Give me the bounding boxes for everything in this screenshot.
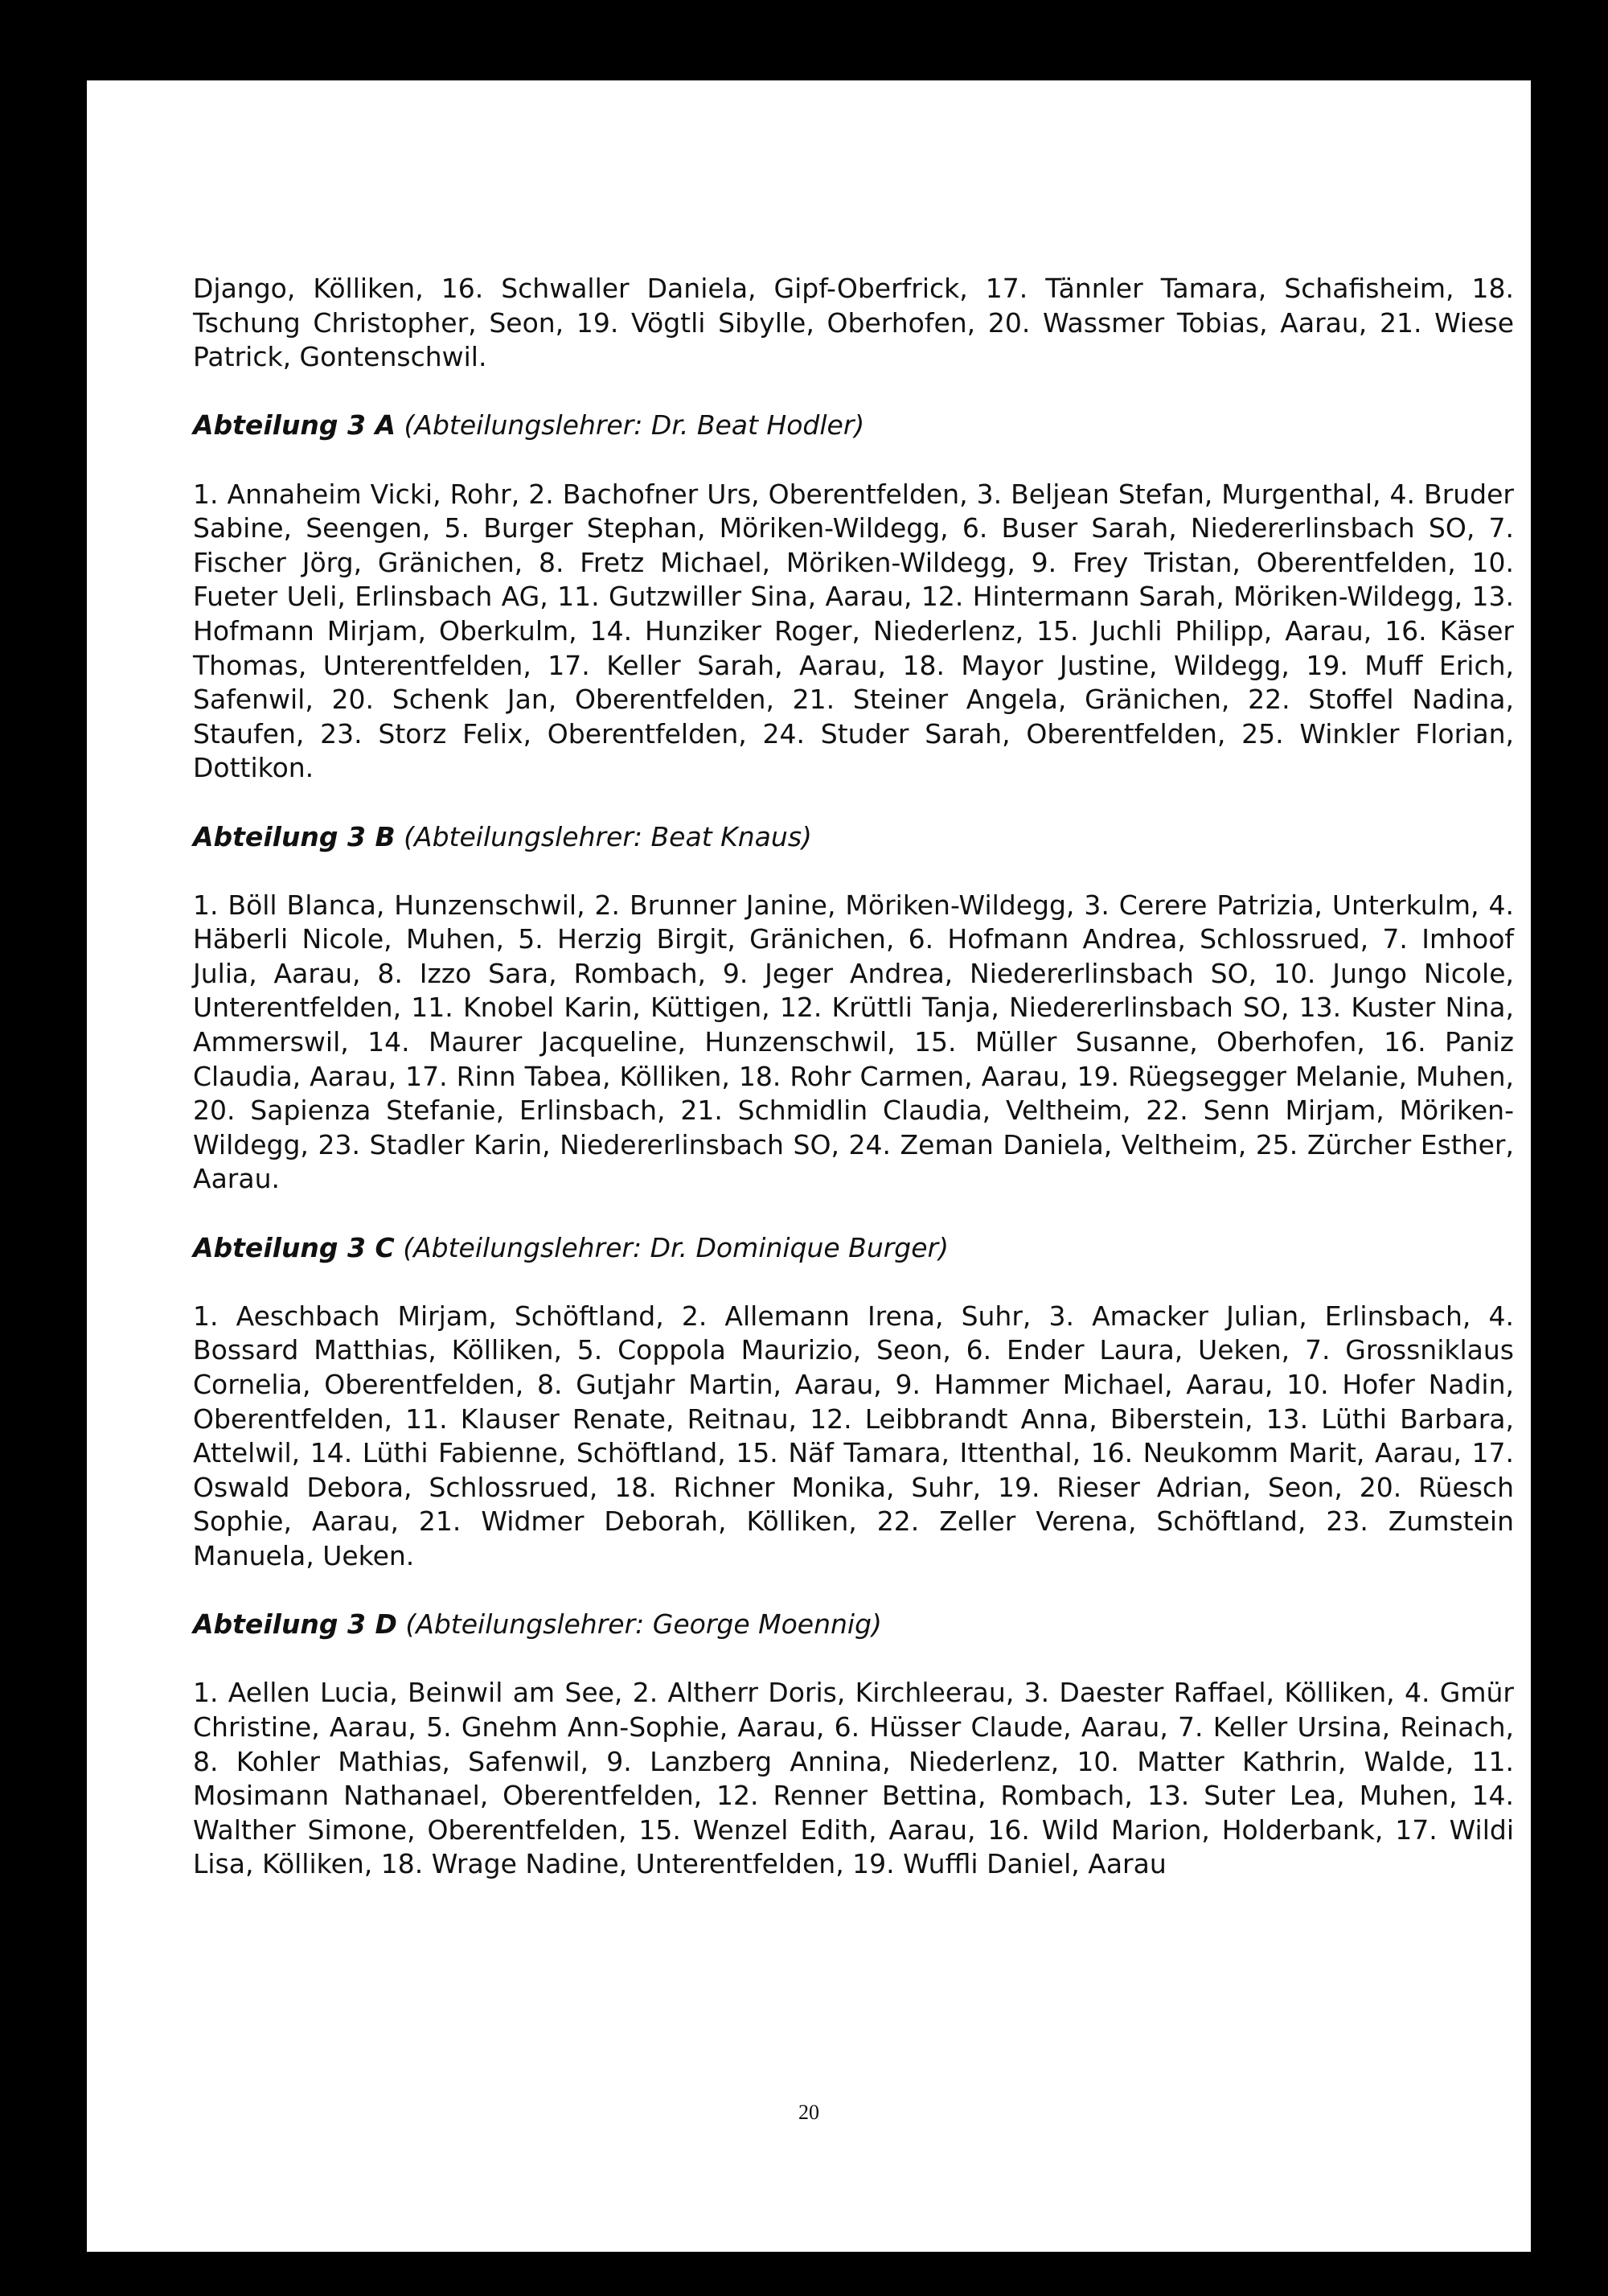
document-page [87,80,1531,2252]
student-list-3d: 1. Aellen Lucia, Beinwil am See, 2. Altherr Doris, Kirchleerau, 3. Daester Raffael, Kölliken, 4. Gmür Christine, Aarau, 5. Gnehm Ann-Sophie, Aarau, 6. Hüsser Claude, Aarau, 7. Keller Ursina, Reinach, 8. Kohler Mathias, Safenwil, 9. Lanzberg Annina, Niederlenz, 10. Matter Kathrin, Walde, 11. Mosimann Nathanael, Oberentfelden, 12. Renner Bettina, Rombach, 13. Suter Lea, Muhen, 14. Walther Simone, Oberentfelden, 15. Wenzel Edith, Aarau, 16. Wild Marion, Holderbank, 17. Wildi Lisa, Kölliken, 18. Wrage Nadine, Unterentfelden, 19. Wuffli Daniel, Aarau [193,1677,1514,1880]
section-label: Abteilung 3 A [193,409,396,442]
intro-paragraph: Django, Kölliken, 16. Schwaller Daniela, Gipf-Oberfrick, 17. Tännler Tamara, Schafisheim, 18. Tschung Christopher, Seon, 19. Vögtli Sibylle, Oberhofen, 20. Wassmer Tobias, Aarau, 21. Wiese Patrick, Gontenschwil. [193,273,1514,373]
section-heading-3a [193,409,1514,443]
student-list-3a: 1. Annaheim Vicki, Rohr, 2. Bachofner Urs, Oberentfelden, 3. Beljean Stefan, Murgenthal, 4. Bruder Sabine, Seengen, 5. Burger Stephan, Möriken-Wildegg, 6. Buser Sarah, Niedererlinsbach SO, 7. Fischer Jörg, Gränichen, 8. Fretz Michael, Möriken-Wildegg, 9. Frey Tristan, Oberentfelden, 10. Fueter Ueli, Erlinsbach AG, 11. Gutzwiller Sina, Aarau, 12. Hintermann Sarah, Möriken-Wildegg, 13. Hofmann Mirjam, Oberkulm, 14. Hunziker Roger, Niederlenz, 15. Juchli Philipp, Aarau, 16. Käser Thomas, Unterentfelden, 17. Keller Sarah, Aarau, 18. Mayor Justine, Wildegg, 19. Muff Erich, Safenwil, 20. Schenk Jan, Oberentfelden, 21. Steiner Angela, Gränichen, 22. Stoffel Nadina, Staufen, 23. Storz Felix, Oberentfelden, 24. Studer Sarah, Oberentfelden, 25. Winkler Florian, Dottikon. [193,478,1514,784]
page-number: 20 [798,2101,819,2124]
section-teacher: (Abteilungslehrer: Dr. Beat Hodler) [404,409,865,442]
section-teacher: (Abteilungslehrer: George Moennig) [405,1608,882,1641]
page-content [193,272,1514,1882]
section-label: Abteilung 3 D [193,1608,397,1641]
student-list-3b: 1. Böll Blanca, Hunzenschwil, 2. Brunner Janine, Möriken-Wildegg, 3. Cerere Patrizia, Unterkulm, 4. Häberli Nicole, Muhen, 5. Herzig Birgit, Gränichen, 6. Hofmann Andrea, Schlossrued, 7. Imhoof Julia, Aarau, 8. Izzo Sara, Rombach, 9. Jeger Andrea, Niedererlinsbach SO, 10. Jungo Nicole, Unterentfelden, 11. Knobel Karin, Küttigen, 12. Krüttli Tanja, Niedererlinsbach SO, 13. Kuster Nina, Ammerswil, 14. Maurer Jacqueline, Hunzenschwil, 15. Müller Susanne, Oberhofen, 16. Paniz Claudia, Aarau, 17. Rinn Tabea, Kölliken, 18. Rohr Carmen, Aarau, 19. Rüegsegger Melanie, Muhen, 20. Sapienza Stefanie, Erlinsbach, 21. Schmidlin Claudia, Veltheim, 22. Senn Mirjam, Möriken-Wildegg, 23. Stadler Karin, Niedererlinsbach SO, 24. Zeman Daniela, Veltheim, 25. Zürcher Esther, Aarau. [193,889,1514,1195]
section-teacher: (Abteilungslehrer: Beat Knaus) [404,820,812,852]
section-teacher: (Abteilungslehrer: Dr. Dominique Burger) [403,1231,949,1263]
section-heading-3c [193,1231,1514,1266]
section-heading-3b [193,820,1514,855]
section-heading-3d [193,1608,1514,1642]
section-label: Abteilung 3 B [193,820,396,852]
section-label: Abteilung 3 C [193,1231,395,1263]
student-list-3c: 1. Aeschbach Mirjam, Schöftland, 2. Allemann Irena, Suhr, 3. Amacker Julian, Erlinsbach, 4. Bossard Matthias, Kölliken, 5. Coppola Maurizio, Seon, 6. Ender Laura, Ueken, 7. Grossniklaus Cornelia, Oberentfelden, 8. Gutjahr Martin, Aarau, 9. Hammer Michael, Aarau, 10. Hofer Nadin, Oberentfelden, 11. Klauser Renate, Reitnau, 12. Leibbrandt Anna, Biberstein, 13. Lüthi Barbara, Attelwil, 14. Lüthi Fabienne, Schöftland, 15. Näf Tamara, Ittenthal, 16. Neukomm Marit, Aarau, 17. Oswald Debora, Schlossrued, 18. Richner Monika, Suhr, 19. Rieser Adrian, Seon, 20. Rüesch Sophie, Aarau, 21. Widmer Deborah, Kölliken, 22. Zeller Verena, Schöftland, 23. Zumstein Manuela, Ueken. [193,1300,1514,1571]
